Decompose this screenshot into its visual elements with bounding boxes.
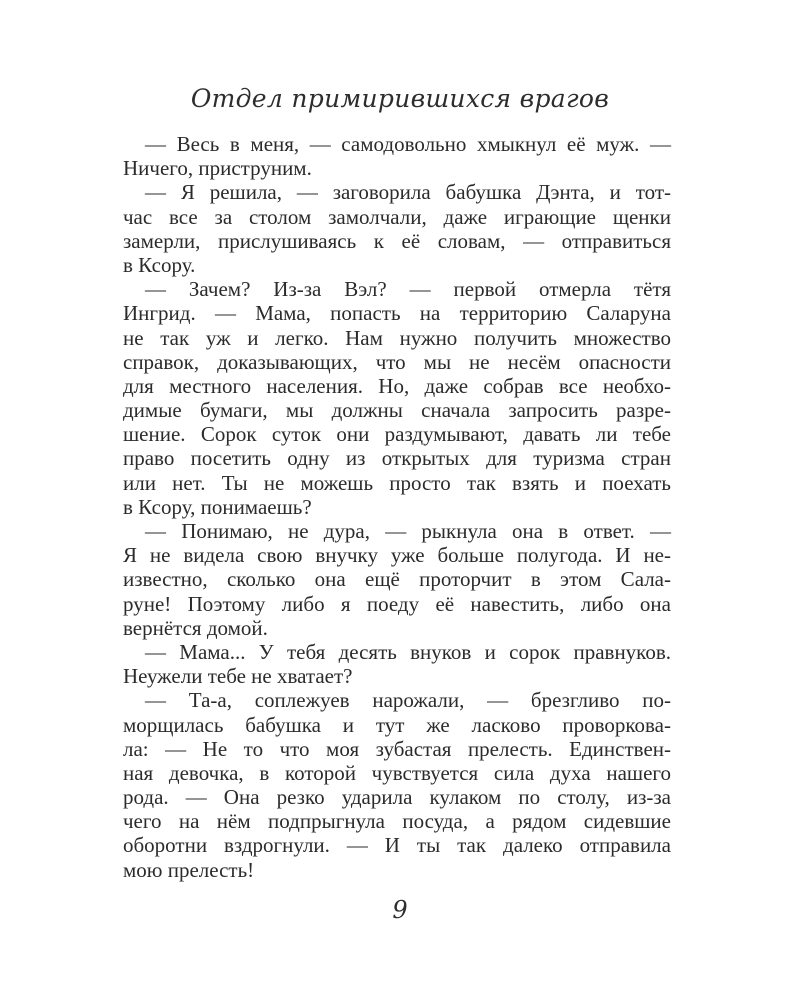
text-line: мою прелесть!	[123, 857, 255, 882]
text-line: оборотни вздрогнули. — И ты так далеко отправила	[123, 833, 671, 858]
running-title: Отдел примирившихся врагов	[190, 84, 610, 113]
text-line: чего на нём подпрыгнула посуда, а рядом сидевшие	[123, 809, 671, 834]
text-line: Ничего, приструним.	[123, 156, 312, 181]
text-line: морщилась бабушка и тут же ласково проворкова-	[123, 712, 671, 737]
text-line: известно, сколько она ещё проторчит в этом Сала-	[123, 567, 671, 592]
text-line: час все за столом замолчали, даже играющие щенки	[123, 204, 671, 229]
text-line: для местного населения. Но, даже собрав все необхо-	[123, 373, 671, 398]
text-line: — Та-а, соплежуев нарожали, — брезгливо по-	[145, 688, 671, 713]
text-line: руне! Поэтому либо я поеду её навестить, либо она	[123, 591, 671, 616]
text-line: ная девочка, в которой чувствуется сила духа нашего	[123, 760, 671, 785]
body-text	[123, 132, 671, 882]
text-line: — Я решила, — заговорила бабушка Дэнта, и тот-	[145, 180, 671, 205]
text-line: или нет. Ты не можешь просто так взять и поехать	[123, 470, 671, 495]
text-line: Неужели тебе не хватает?	[123, 664, 353, 689]
text-line: справок, доказывающих, что мы не несём опасности	[123, 349, 671, 374]
text-line: — Зачем? Из-за Вэл? — первой отмерла тётя	[145, 277, 671, 302]
text-line: вернётся домой.	[123, 615, 268, 640]
text-line: рода. — Она резко ударила кулаком по столу, из-за	[123, 785, 671, 810]
text-line: право посетить одну из открытых для туризма стран	[123, 446, 671, 471]
text-line: замерли, прислушиваясь к её словам, — отправиться	[123, 228, 671, 253]
text-line: димые бумаги, мы должны сначала запросить разре-	[123, 398, 671, 423]
text-line: Ингрид. — Мама, попасть на территорию Саларуна	[123, 301, 671, 326]
text-line: — Мама... У тебя десять внуков и сорок правнуков.	[145, 639, 671, 664]
text-line: — Весь в меня, — самодовольно хмыкнул её муж. —	[145, 132, 671, 156]
text-line: в Ксору.	[123, 252, 196, 277]
text-line: не так уж и легко. Нам нужно получить множество	[123, 325, 671, 350]
text-line: в Ксору, понимаешь?	[123, 494, 312, 519]
text-line: ла: — Не то что моя зубастая прелесть. Единствен-	[123, 736, 671, 761]
text-line: шение. Сорок суток они раздумывают, давать ли тебе	[123, 422, 671, 447]
text-line: — Понимаю, не дура, — рыкнула она в ответ. —	[145, 519, 671, 543]
page-number: 9	[392, 896, 408, 924]
text-line: Я не видела свою внучку уже больше полугода. И не-	[123, 543, 671, 568]
